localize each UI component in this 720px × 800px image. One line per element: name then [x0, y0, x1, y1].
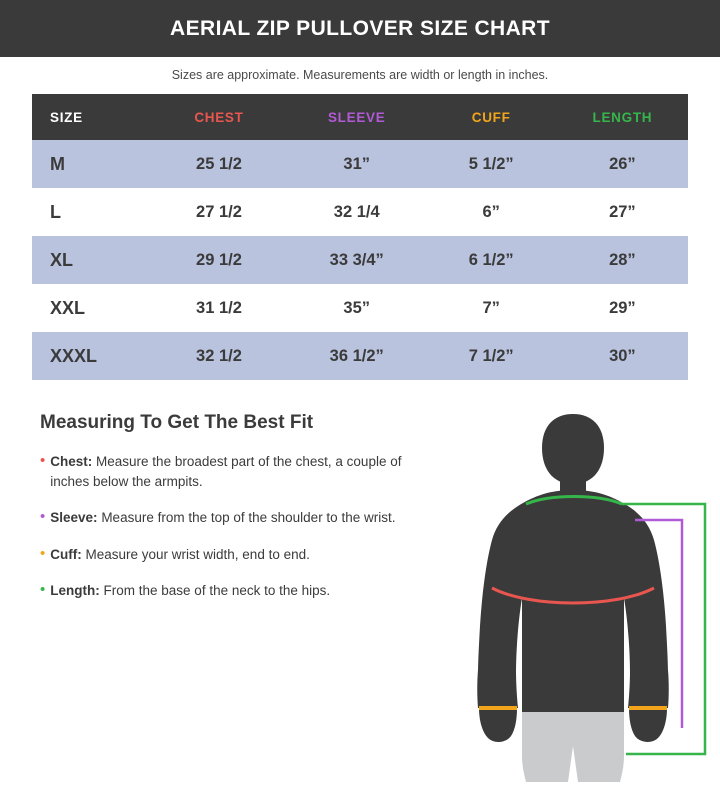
cell-size: XXL	[50, 297, 86, 318]
column-header-length: LENGTH	[592, 109, 653, 125]
cell-cuff: 5 1/2”	[468, 154, 514, 173]
cell-size: XXXL	[50, 345, 98, 366]
cell-chest: 25 1/2	[196, 154, 242, 173]
cell-length: 29”	[609, 298, 636, 317]
measuring-guide-section	[0, 380, 720, 782]
cell-sleeve: 33 3/4”	[329, 250, 384, 269]
cell-chest: 29 1/2	[196, 250, 242, 269]
tip-sleeve-label: Sleeve:	[50, 510, 98, 526]
cell-cuff: 7”	[482, 298, 500, 317]
cell-length: 26”	[609, 154, 636, 173]
figure-diagram	[430, 412, 720, 782]
table-row	[32, 188, 688, 236]
tip-sleeve	[40, 508, 430, 528]
column-header-chest: CHEST	[194, 109, 244, 125]
page-title: AERIAL ZIP PULLOVER SIZE CHART	[170, 16, 550, 40]
cell-sleeve: 31”	[343, 154, 370, 173]
cell-cuff: 6”	[482, 202, 500, 221]
size-chart-table	[32, 94, 688, 380]
column-header-cuff: CUFF	[471, 109, 511, 125]
bullet-chest-icon: •	[40, 452, 46, 469]
tip-chest-label: Chest:	[50, 454, 93, 469]
measuring-guide-heading: Measuring To Get The Best Fit	[40, 412, 314, 433]
column-header-size: SIZE	[50, 109, 83, 125]
tip-length-label: Length:	[50, 583, 100, 599]
male-torso-figure-icon	[430, 412, 720, 782]
page-header	[0, 0, 720, 57]
table-row	[32, 332, 688, 380]
cell-size: XL	[50, 249, 74, 270]
tip-length-text: From the base of the neck to the hips.	[99, 583, 331, 599]
cell-length: 30”	[609, 346, 636, 365]
figure-silhouette	[477, 414, 669, 742]
bullet-cuff-icon: •	[40, 544, 46, 562]
table-row	[32, 236, 688, 284]
cell-cuff: 7 1/2”	[468, 346, 514, 365]
table-header	[32, 94, 688, 140]
table-row	[32, 140, 688, 188]
bullet-length-icon: •	[40, 581, 46, 599]
column-header-sleeve: SLEEVE	[327, 109, 386, 125]
cell-sleeve: 36 1/2”	[329, 346, 384, 365]
table-body	[32, 140, 688, 380]
tip-chest	[40, 452, 430, 491]
size-chart-table-wrapper	[0, 94, 720, 380]
cell-chest: 32 1/2	[196, 346, 242, 365]
cell-length: 28”	[609, 250, 636, 269]
tip-sleeve-text: Measure from the top of the shoulder to the wrist.	[97, 510, 396, 526]
cell-chest: 31 1/2	[196, 298, 242, 317]
bullet-sleeve-icon: •	[40, 508, 46, 526]
cell-size: L	[50, 201, 61, 222]
tip-chest-text: Measure the broadest part of the chest, a couple of inches below the armpits.	[50, 454, 402, 489]
tip-cuff-text: Measure your wrist width, end to end.	[81, 546, 310, 562]
tip-cuff	[40, 545, 430, 565]
cell-size: M	[50, 153, 65, 174]
cell-sleeve: 32 1/4	[333, 202, 380, 221]
cell-cuff: 6 1/2”	[468, 250, 514, 269]
cell-sleeve: 35”	[343, 298, 370, 317]
tip-length	[40, 581, 430, 601]
cell-chest: 27 1/2	[196, 202, 242, 221]
table-header-row	[32, 94, 688, 140]
page-subtitle: Sizes are approximate. Measurements are width or length in inches.	[171, 68, 549, 82]
cell-length: 27”	[609, 202, 636, 221]
figure-shorts	[522, 712, 624, 782]
tip-cuff-label: Cuff:	[50, 546, 82, 562]
measuring-tips	[0, 412, 430, 782]
table-row	[32, 284, 688, 332]
